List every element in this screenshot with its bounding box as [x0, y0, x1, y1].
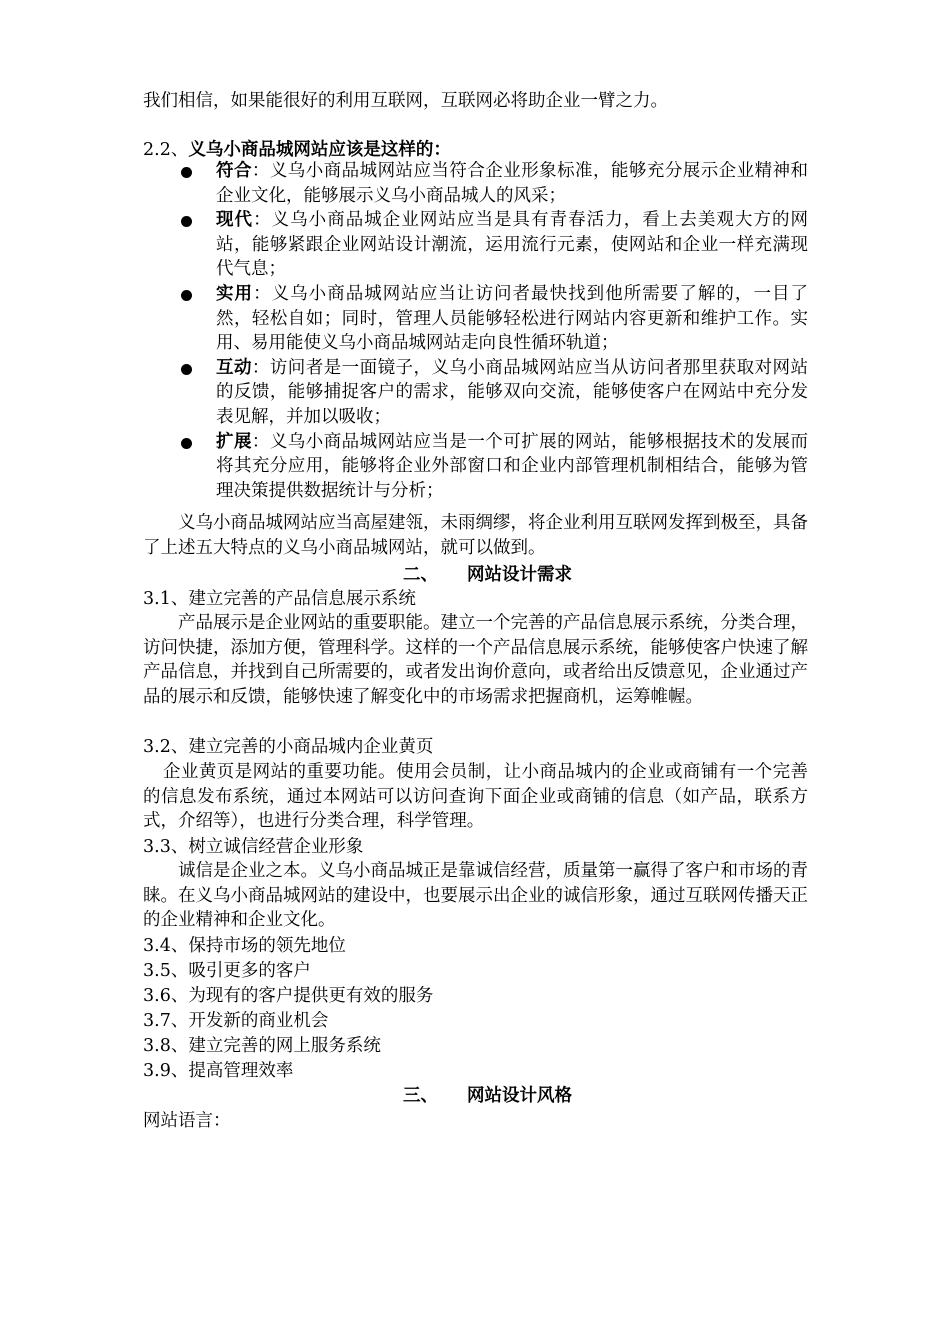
- bullet-item-fuhe: [143, 159, 808, 208]
- feature-bullet-list: [143, 159, 808, 503]
- section-3-3-body: 诚信是企业之本。义乌小商品城正是靠诚信经营，质量第一赢得了客户和市场的青睐。在义乌小商品城网站的建设中，也要展示出企业的诚信形象，通过互联网传播天正的企业精神和企业文化。: [143, 861, 808, 931]
- section-3-1-body: 产品展示是企业网站的重要职能。建立一个完善的产品信息展示系统，分类合理，访问快捷，添加方便，管理科学。这样的一个产品信息展示系统，能够使客户快速了解产品信息，并找到自己所需要的，或者发出询价意向，或者给出反馈意见，企业通过产品的展示和反馈，能够快速了解变化中的市场需求把握商机，运筹帷幄。: [143, 613, 808, 707]
- chapter-number: 三、: [403, 1086, 438, 1106]
- chapter-title: 网站设计需求: [467, 565, 572, 585]
- chapter-title: 网站设计风格: [467, 1086, 572, 1106]
- bullet-item-kuozhan: [143, 430, 808, 504]
- bullet-text: ：义乌小商品城网站应当让访问者最快找到他所需要了解的，一目了然，轻松自如；同时，管理人员能够轻松进行网站内容更新和维护工作。实用、易用能使义乌小商品城网站走向良性循环轨道；: [216, 283, 809, 354]
- section-3-2-title: 3.2、建立完善的小商品城内企业黄页: [143, 737, 434, 757]
- bullet-term: 互动: [216, 357, 252, 378]
- section-3-3-title: 3.3、树立诚信经营企业形象: [143, 837, 364, 857]
- bullet-dot-icon: [181, 290, 192, 301]
- bullet-item-xiandai: [143, 208, 808, 282]
- section-title: 义乌小商品城网站应该是这样的：: [188, 140, 451, 160]
- bullet-term: 现代: [216, 210, 254, 231]
- bullet-item-hudong: [143, 356, 808, 430]
- bullet-dot-icon: [181, 364, 192, 375]
- section-3-9-title: 3.9、提高管理效率: [143, 1061, 294, 1081]
- chapter-number: 二、: [403, 565, 438, 585]
- bullet-dot-icon: [181, 438, 192, 449]
- section-number: 2.2、: [143, 140, 189, 160]
- section-3-2-body: 企业黄页是网站的重要功能。使用会员制，让小商品城内的企业或商铺有一个完善的信息发布系统，通过本网站可以访问查询下面企业或商铺的信息（如产品，联系方式，介绍等），也进行分类合理，科学管理。: [143, 762, 808, 832]
- bullet-text: ：义乌小商品城网站应当是一个可扩展的网站，能够根据技术的发展而将其充分应用，能够将企业外部窗口和企业内部管理机制相结合，能够为管理决策提供数据统计与分析；: [216, 431, 808, 501]
- summary-paragraph: 义乌小商品城网站应当高屋建瓴，未雨绸缪，将企业利用互联网发挥到极至，具备了上述五大特点的义乌小商品城网站，就可以做到。: [143, 513, 808, 558]
- bullet-term: 扩展: [216, 431, 252, 452]
- section-3-6-title: 3.6、为现有的客户提供更有效的服务: [143, 986, 434, 1006]
- bullet-text: ：义乌小商品城网站应当符合企业形象标准，能够充分展示企业精神和企业文化，能够展示义乌小商品城人的风采；: [216, 161, 808, 206]
- intro-paragraph: 我们相信，如果能很好的利用互联网，互联网必将助企业一臂之力。: [143, 91, 668, 111]
- site-language-label: 网站语言：: [143, 1111, 231, 1131]
- bullet-term: 符合: [216, 161, 252, 181]
- section-3-8-title: 3.8、建立完善的网上服务系统: [143, 1036, 381, 1056]
- section-3-1-title: 3.1、建立完善的产品信息展示系统: [143, 589, 416, 609]
- bullet-text: ：访问者是一面镜子，义乌小商品城网站应当从访问者那里获取对网站的反馈，能够捕捉客户的需求，能够双向交流，能够使客户在网站中充分发表见解，并加以吸收；: [216, 357, 808, 427]
- bullet-dot-icon: [181, 216, 192, 227]
- bullet-term: 实用: [216, 283, 254, 304]
- section-3-5-title: 3.5、吸引更多的客户: [143, 961, 311, 981]
- bullet-text: ：义乌小商品城企业网站应当是具有青春活力，看上去美观大方的网站，能够紧跟企业网站设计潮流，运用流行元素，使网站和企业一样充满现代气息；: [216, 210, 809, 280]
- section-3-7-title: 3.7、开发新的商业机会: [143, 1011, 329, 1031]
- section-3-4-title: 3.4、保持市场的领先地位: [143, 936, 346, 956]
- bullet-item-shiyong: [143, 282, 808, 356]
- bullet-dot-icon: [181, 167, 192, 178]
